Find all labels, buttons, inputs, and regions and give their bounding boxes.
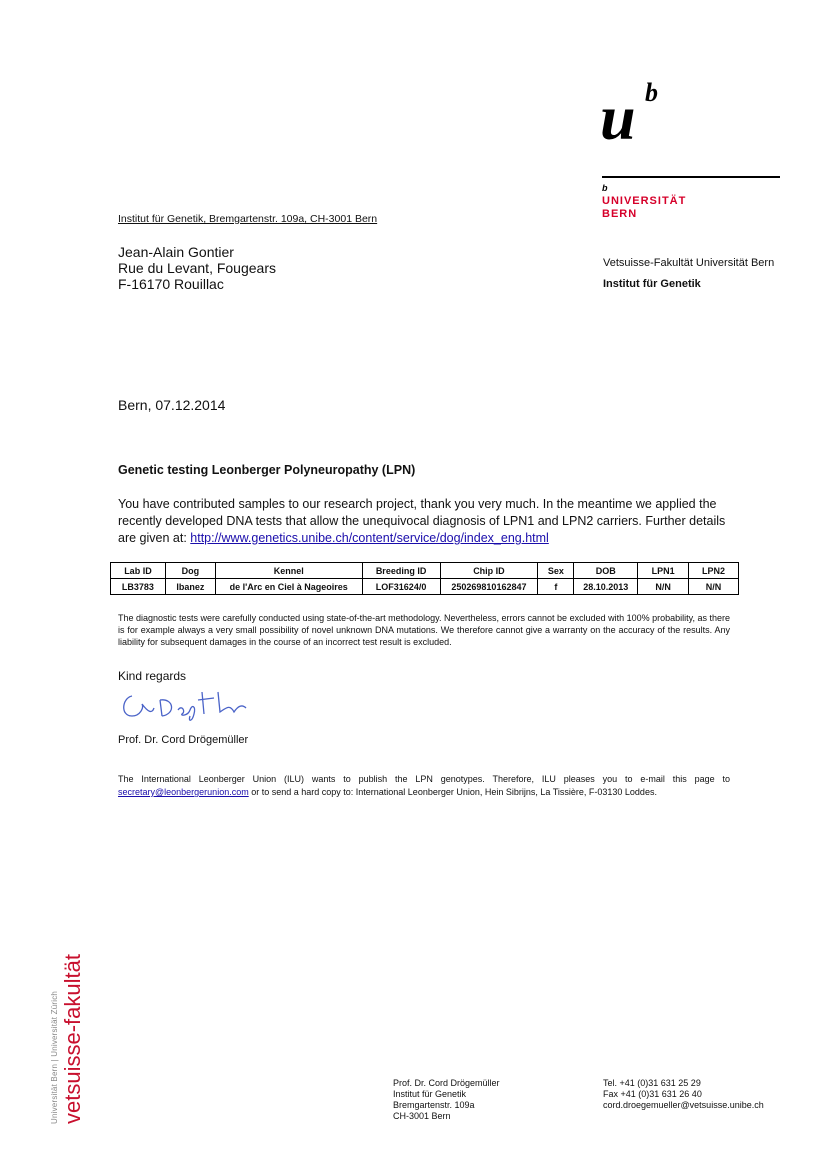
details-link[interactable]: http://www.genetics.unibe.ch/content/service/dog/index_eng.html (190, 531, 549, 545)
university-name-line1: UNIVERSITÄT (602, 195, 687, 207)
intro-text: You have contributed samples to our research project, thank you very much. In the meantime we applied the recently developed DNA tests that allow the unequivocal diagnosis of LPN1 and LPN2 carriers. Further details are given at: (118, 497, 726, 545)
footer-address (393, 1078, 500, 1122)
side-brand-universities: Universität Bern | Universität Zürich (50, 990, 59, 1124)
table-cell: LB3783 (111, 579, 166, 595)
side-brand-faculty: vetsuisse-fakultät (60, 954, 85, 1124)
university-name (602, 195, 686, 221)
column-header: Chip ID (440, 563, 538, 579)
footer-line: Institut für Genetik (393, 1089, 467, 1099)
ilu-note-text: The International Leonberger Union (ILU) wants to publish the LPN genotypes. Therefore, ILU pleases you to e-mail this page to (118, 774, 730, 784)
footer-email: cord.droegemueller@vetsuisse.unibe.ch (603, 1100, 764, 1110)
footer-line: CH-3001 Bern (393, 1111, 451, 1121)
university-name-line2: BERN (602, 208, 638, 220)
footer-line: Prof. Dr. Cord Drögemüller (393, 1078, 500, 1088)
vetsuisse-side-branding (50, 904, 85, 1124)
letter-date: Bern, 07.12.2014 (118, 397, 226, 413)
table-row (111, 579, 739, 595)
recipient-city: F-16170 Rouillac (118, 276, 224, 292)
signer-name: Prof. Dr. Cord Drögemüller (118, 734, 249, 746)
column-header: Kennel (215, 563, 362, 579)
logo-small-b: b (602, 183, 608, 193)
table-cell: N/N (638, 579, 689, 595)
table-cell: LOF31624/0 (362, 579, 440, 595)
recipient-name: Jean-Alain Gontier (118, 244, 234, 260)
table-cell: N/N (689, 579, 739, 595)
recipient-address (118, 244, 276, 292)
table-cell: Ibanez (165, 579, 215, 595)
ilu-note-text-end: or to send a hard copy to: International Leonberger Union, Hein Sibrijns, La Tissière, F-03130 Loddes. (248, 787, 657, 797)
column-header: Lab ID (111, 563, 166, 579)
footer-phone: Tel. +41 (0)31 631 25 29 (603, 1078, 701, 1088)
logo-divider (602, 176, 780, 178)
column-header: Breeding ID (362, 563, 440, 579)
table-cell: 28.10.2013 (574, 579, 638, 595)
ilu-note-paragraph (118, 773, 730, 799)
institute-name: Institut für Genetik (603, 278, 701, 290)
handwritten-signature (118, 686, 258, 726)
closing-regards: Kind regards (118, 669, 187, 683)
sender-return-address: Institut für Genetik, Bremgartenstr. 109a, CH-3001 Bern (118, 213, 378, 225)
faculty-name: Vetsuisse-Fakultät Universität Bern (603, 257, 775, 269)
column-header: LPN1 (638, 563, 689, 579)
recipient-street: Rue du Levant, Fougears (118, 260, 276, 276)
results-table (110, 562, 739, 595)
column-header: Dog (165, 563, 215, 579)
column-header: Sex (538, 563, 574, 579)
letter-subject: Genetic testing Leonberger Polyneuropathy (LPN) (118, 463, 416, 477)
university-logo-superscript: b (645, 78, 658, 107)
footer-line: Bremgartenstr. 109a (393, 1100, 475, 1110)
ilu-email-link[interactable]: secretary@leonbergerunion.com (118, 787, 249, 797)
table-header-row (111, 563, 739, 579)
footer-fax: Fax +41 (0)31 631 26 40 (603, 1089, 702, 1099)
column-header: LPN2 (689, 563, 739, 579)
table-cell: f (538, 579, 574, 595)
intro-paragraph (118, 496, 738, 547)
table-cell: de l'Arc en Ciel à Nageoires (215, 579, 362, 595)
footer-contact (603, 1078, 764, 1111)
disclaimer-paragraph: The diagnostic tests were carefully conducted using state-of-the-art methodology. Nevertheless, errors cannot be excluded with 100% probability, as there is for example always a very small possibility of novel unknown DNA mutations. We therefore cannot give a warranty on the accuracy of the results. Any liability for subsequent damages in the course of an incorrect test result is excluded. (118, 613, 730, 647)
table-cell: 250269810162847 (440, 579, 538, 595)
university-logo-mark: u (600, 82, 636, 153)
column-header: DOB (574, 563, 638, 579)
